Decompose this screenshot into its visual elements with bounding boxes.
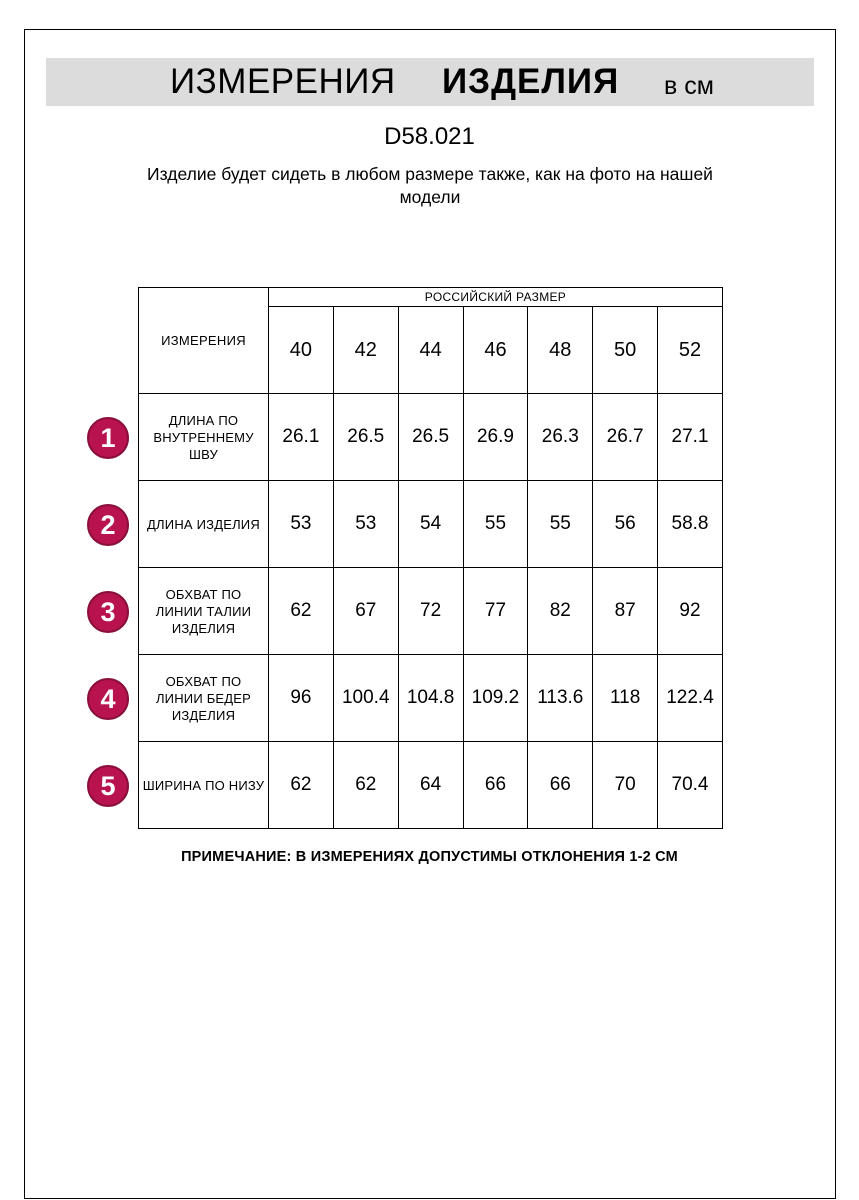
measurements-header: ИЗМЕРЕНИЯ (139, 288, 269, 394)
table-cell: 62 (269, 568, 334, 655)
table-cell: 26.5 (398, 394, 463, 481)
table-cell: 82 (528, 568, 593, 655)
table-cell: 70 (593, 742, 658, 829)
size-header: 40 (269, 307, 334, 394)
table-cell: 96 (269, 655, 334, 742)
size-header: 50 (593, 307, 658, 394)
table-cell: 64 (398, 742, 463, 829)
size-table (138, 287, 723, 829)
table-cell: 72 (398, 568, 463, 655)
table-cell: 26.9 (463, 394, 528, 481)
table-row (139, 481, 723, 568)
table-cell: 26.7 (593, 394, 658, 481)
size-header: 42 (333, 307, 398, 394)
size-header: 44 (398, 307, 463, 394)
table-cell: 27.1 (658, 394, 723, 481)
row-label: ШИРИНА ПО НИЗУ (139, 742, 269, 829)
title-measurements: ИЗМЕРЕНИЯ (170, 62, 396, 101)
group-header-row (139, 288, 723, 307)
table-cell: 56 (593, 481, 658, 568)
table-row (139, 742, 723, 829)
table-cell: 100.4 (333, 655, 398, 742)
title-bar (46, 58, 814, 106)
row-label: ОБХВАТ ПО ЛИНИИ БЕДЕР ИЗДЕЛИЯ (139, 655, 269, 742)
table-cell: 26.1 (269, 394, 334, 481)
row-number-badge: 5 (87, 765, 129, 807)
table-cell: 87 (593, 568, 658, 655)
table-cell: 67 (333, 568, 398, 655)
table-cell: 70.4 (658, 742, 723, 829)
table-row (139, 568, 723, 655)
table-cell: 66 (463, 742, 528, 829)
table-cell: 26.3 (528, 394, 593, 481)
table-cell: 92 (658, 568, 723, 655)
table-cell: 66 (528, 742, 593, 829)
table-cell: 109.2 (463, 655, 528, 742)
table-cell: 26.5 (333, 394, 398, 481)
table-cell: 62 (269, 742, 334, 829)
row-label: ДЛИНА ИЗДЕЛИЯ (139, 481, 269, 568)
size-header: 46 (463, 307, 528, 394)
row-number-badge: 4 (87, 678, 129, 720)
table-cell: 118 (593, 655, 658, 742)
russian-size-header: РОССИЙСКИЙ РАЗМЕР (269, 288, 723, 307)
article-number: D58.021 (384, 123, 475, 150)
title-product: ИЗДЕЛИЯ (442, 62, 620, 101)
table-cell: 62 (333, 742, 398, 829)
row-label: ОБХВАТ ПО ЛИНИИ ТАЛИИ ИЗДЕЛИЯ (139, 568, 269, 655)
fit-description: Изделие будет сидеть в любом размере также, как на фото на нашей модели (147, 164, 713, 207)
table-cell: 53 (333, 481, 398, 568)
table-cell: 58.8 (658, 481, 723, 568)
table-cell: 104.8 (398, 655, 463, 742)
table-cell: 113.6 (528, 655, 593, 742)
table-cell: 77 (463, 568, 528, 655)
table-row (139, 655, 723, 742)
tolerance-note: ПРИМЕЧАНИЕ: В ИЗМЕРЕНИЯХ ДОПУСТИМЫ ОТКЛОНЕНИЯ 1-2 СМ (181, 849, 678, 865)
table-cell: 55 (528, 481, 593, 568)
row-number-badge: 1 (87, 417, 129, 459)
table-cell: 122.4 (658, 655, 723, 742)
size-header: 52 (658, 307, 723, 394)
row-label: ДЛИНА ПО ВНУТРЕННЕМУ ШВУ (139, 394, 269, 481)
size-header: 48 (528, 307, 593, 394)
title-unit: в см (664, 72, 714, 100)
table-row (139, 394, 723, 481)
row-number-badge: 3 (87, 591, 129, 633)
table-cell: 55 (463, 481, 528, 568)
table-cell: 53 (269, 481, 334, 568)
table-cell: 54 (398, 481, 463, 568)
row-number-badge: 2 (87, 504, 129, 546)
